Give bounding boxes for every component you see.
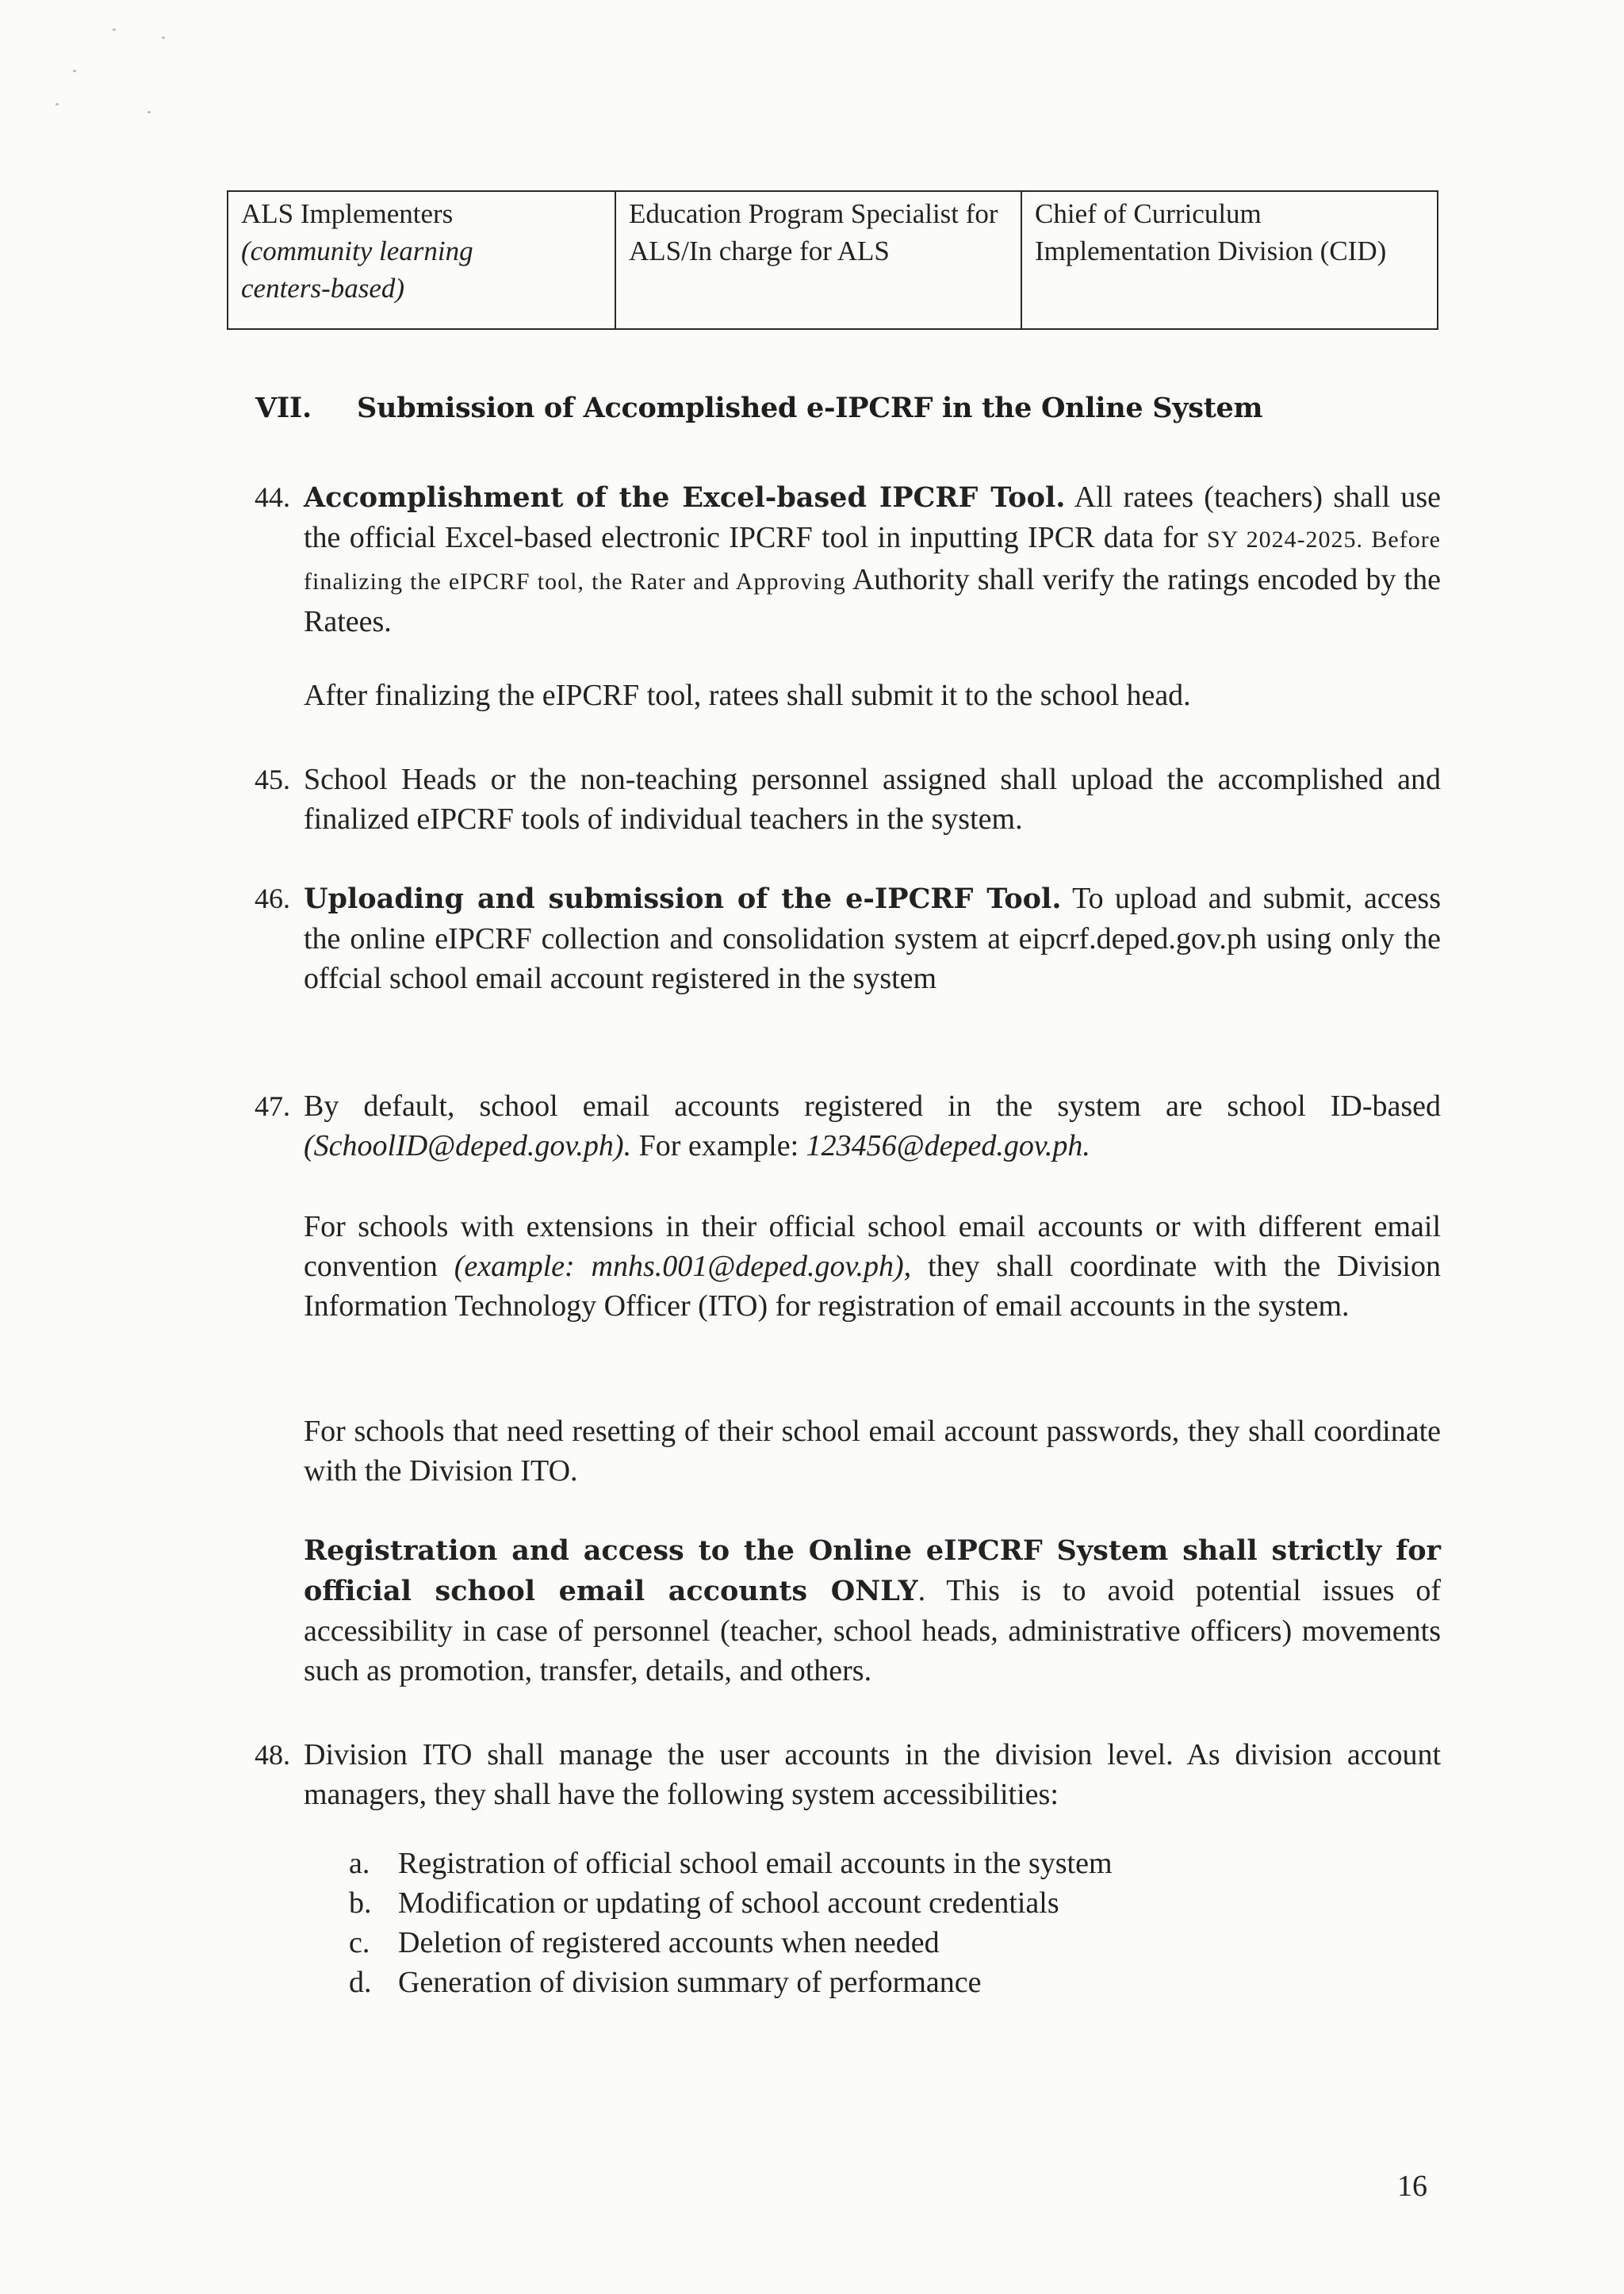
list-marker: b. xyxy=(349,1886,372,1920)
paragraph-text: For example: xyxy=(631,1129,806,1162)
email-example: (example: mnhs.001@deped.gov.ph), xyxy=(454,1250,912,1283)
email-format: (SchoolID@deped.gov.ph). xyxy=(304,1129,632,1162)
list-item xyxy=(349,1883,1113,1923)
list-item xyxy=(349,1844,1113,1883)
paragraph-body: Division ITO shall manage the user accounts in the division level. As division account managers, they shall have the following system accessibilities: xyxy=(304,1738,1441,1811)
list-item-text: Generation of division summary of performance xyxy=(398,1966,982,1999)
cell-line: (community learning xyxy=(241,236,473,266)
scan-speck xyxy=(162,36,165,39)
paragraph-text: they shall coordinate with the Division Information Technology Officer (ITO) for registration of email accounts in the system. xyxy=(304,1250,1441,1323)
list-marker: c. xyxy=(349,1926,370,1959)
paragraph-text: . This is to avoid potential issues of accessibility in case of personnel (teacher, school heads, administrative officers) movements such as promotion, transfer, details, and others. xyxy=(304,1574,1441,1687)
list-item xyxy=(349,1963,1113,2002)
paragraph-47-reset: For schools that need resetting of their school email account passwords, they shall coordinate with the Division ITO. xyxy=(304,1415,1441,1488)
paragraph-44-note: After finalizing the eIPCRF tool, ratees shall submit it to the school head. xyxy=(304,679,1191,712)
email-example: 123456@deped.gov.ph. xyxy=(806,1129,1090,1162)
list-item-text: Registration of official school email accounts in the system xyxy=(398,1847,1113,1880)
scan-speck xyxy=(73,70,76,72)
page-number: 16 xyxy=(1397,2170,1427,2203)
registration-notice-bold: Registration and access to the Online eIPCRF System shall strictly for official school email accounts ONLY xyxy=(304,1534,1441,1607)
paragraph-text: By default, school email accounts registered in the system are school ID-based xyxy=(304,1090,1441,1123)
paragraph-body xyxy=(304,477,1441,641)
paragraph-47 xyxy=(255,1086,1441,1162)
paragraph-number: 44. xyxy=(255,481,290,513)
list-item-text: Modification or updating of school account credentials xyxy=(398,1886,1059,1920)
paragraph-bold-lead: Accomplishment of the Excel-based IPCRF Tool. xyxy=(304,481,1066,514)
paragraph-text: SY 2024-2025. Before finalizing the eIPCRF tool, the Rater and Approving xyxy=(304,527,1441,595)
table-cell-approver: Chief of Curriculum Implementation Division (CID) xyxy=(1021,191,1438,329)
scan-speck xyxy=(113,29,116,31)
paragraph-text: Authority shall verify the ratings encoded by the Ratees. xyxy=(304,563,1442,638)
paragraph-body xyxy=(304,879,1441,998)
paragraph-body xyxy=(304,1086,1441,1166)
paragraph-46 xyxy=(255,879,1442,995)
paragraph-number: 47. xyxy=(255,1090,290,1122)
paragraph-47-registration xyxy=(304,1530,1441,1691)
paragraph-45 xyxy=(255,760,1441,836)
paragraph-44 xyxy=(255,477,1442,638)
paragraph-number: 45. xyxy=(255,764,290,795)
table-row xyxy=(228,191,1438,329)
paragraph-bold-lead: Uploading and submission of the e-IPCRF Tool. xyxy=(304,883,1062,915)
list-marker: d. xyxy=(349,1966,372,1999)
paragraph-body: School Heads or the non-teaching personnel assigned shall upload the accomplished and finalized eIPCRF tools of individual teachers in the system. xyxy=(304,763,1441,836)
paragraph-number: 46. xyxy=(255,883,290,914)
accessibilities-list xyxy=(349,1844,1113,2002)
list-item-text: Deletion of registered accounts when needed xyxy=(398,1926,940,1959)
paragraph-text: For schools with extensions in their official school email accounts or with different email convention xyxy=(304,1210,1441,1283)
paragraph-text: All ratees (teachers) shall use the official Excel-based electronic IPCRF tool in inputting IPCR data for xyxy=(304,481,1441,554)
paragraph-text: To upload and submit, access the online eIPCRF collection and consolidation system at eipcrf.deped.gov.ph using only the offcial school email account registered in the system xyxy=(304,882,1442,995)
list-item xyxy=(349,1923,1113,1963)
paragraph-number: 48. xyxy=(255,1739,290,1771)
section-heading xyxy=(255,392,1262,424)
table-cell-rater: Education Program Specialist for ALS/In charge for ALS xyxy=(615,191,1021,329)
paragraph-48 xyxy=(255,1735,1441,1811)
paragraph-47-extensions xyxy=(304,1207,1441,1326)
cell-line: centers-based) xyxy=(241,273,405,304)
scan-speck xyxy=(56,103,59,105)
section-title: Submission of Accomplished e-IPCRF in the Online System xyxy=(357,392,1263,424)
roles-table xyxy=(227,190,1438,330)
list-marker: a. xyxy=(349,1847,370,1880)
section-number: VII. xyxy=(255,392,312,424)
scan-speck xyxy=(147,111,151,113)
cell-line: ALS Implementers xyxy=(241,198,454,229)
table-cell-implementers xyxy=(228,191,615,329)
